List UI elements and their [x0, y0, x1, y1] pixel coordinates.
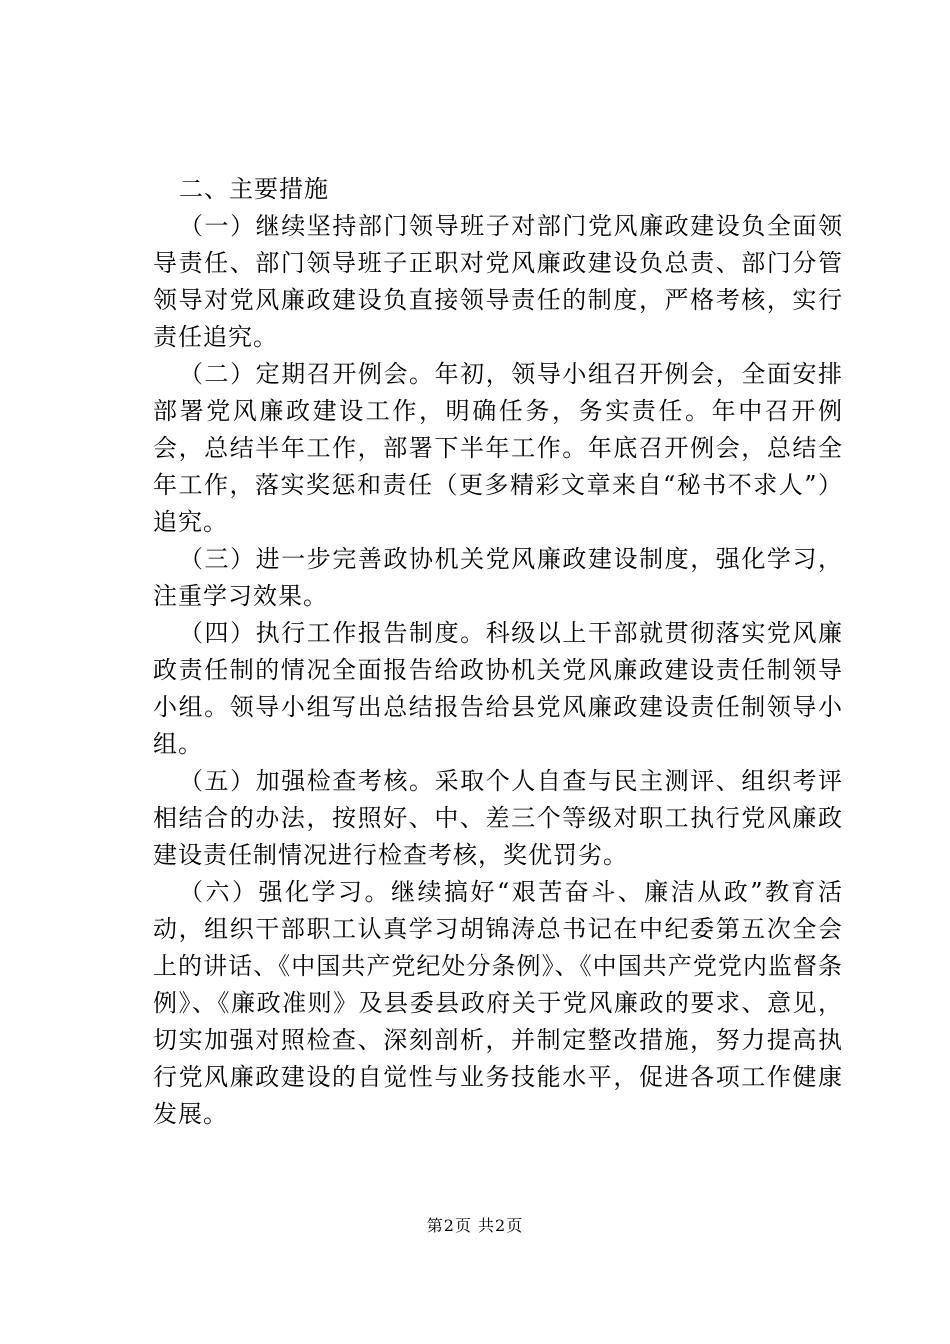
section-heading: 二、主要措施 [179, 175, 329, 203]
document-body [153, 171, 843, 1133]
paragraph-5: （五）加强检查考核。采取个人自查与民主测评、组织考评相结合的办法，按照好、中、差三个等级对职工执行党风廉政建设责任制情况进行检查考核，奖优罚劣。 [153, 767, 843, 869]
paragraph-4: （四）执行工作报告制度。科级以上干部就贯彻落实党风廉政责任制的情况全面报告给政协机关党风廉政建设责任制领导小组。领导小组写出总结报告给县党风廉政建设责任制领导小组。 [153, 619, 843, 758]
paragraph-1: （一）继续坚持部门领导班子对部门党风廉政建设负全面领导责任、部门领导班子正职对党风廉政建设负总责、部门分管领导对党风廉政建设负直接领导责任的制度，严格考核，实行责任追究。 [153, 212, 843, 351]
paragraph-6: （六）强化学习。继续搞好“艰苦奋斗、廉洁从政”教育活动，组织干部职工认真学习胡锦涛总书记在中纪委第五次全会上的讲话、《中国共产党纪处分条例》、《中国共产党党内监督条例》、《廉政准则》及县委县政府关于党风廉政的要求、意见，切实加强对照检查、深刻剖析，并制定整改措施，努力提高执行党风廉政建设的自觉性与业务技能水平，促进各项工作健康发展。 [153, 878, 843, 1128]
paragraph-3: （三）进一步完善政协机关党风廉政建设制度，强化学习，注重学习效果。 [153, 545, 843, 610]
page-number-footer: 第2页 共2页 [426, 1216, 524, 1235]
paragraph-2: （二）定期召开例会。年初，领导小组召开例会，全面安排部署党风廉政建设工作，明确任务，务实责任。年中召开例会，总结半年工作，部署下半年工作。年底召开例会，总结全年工作，落实奖惩和责任（更多精彩文章来自“秘书不求人”）追究。 [153, 360, 843, 536]
